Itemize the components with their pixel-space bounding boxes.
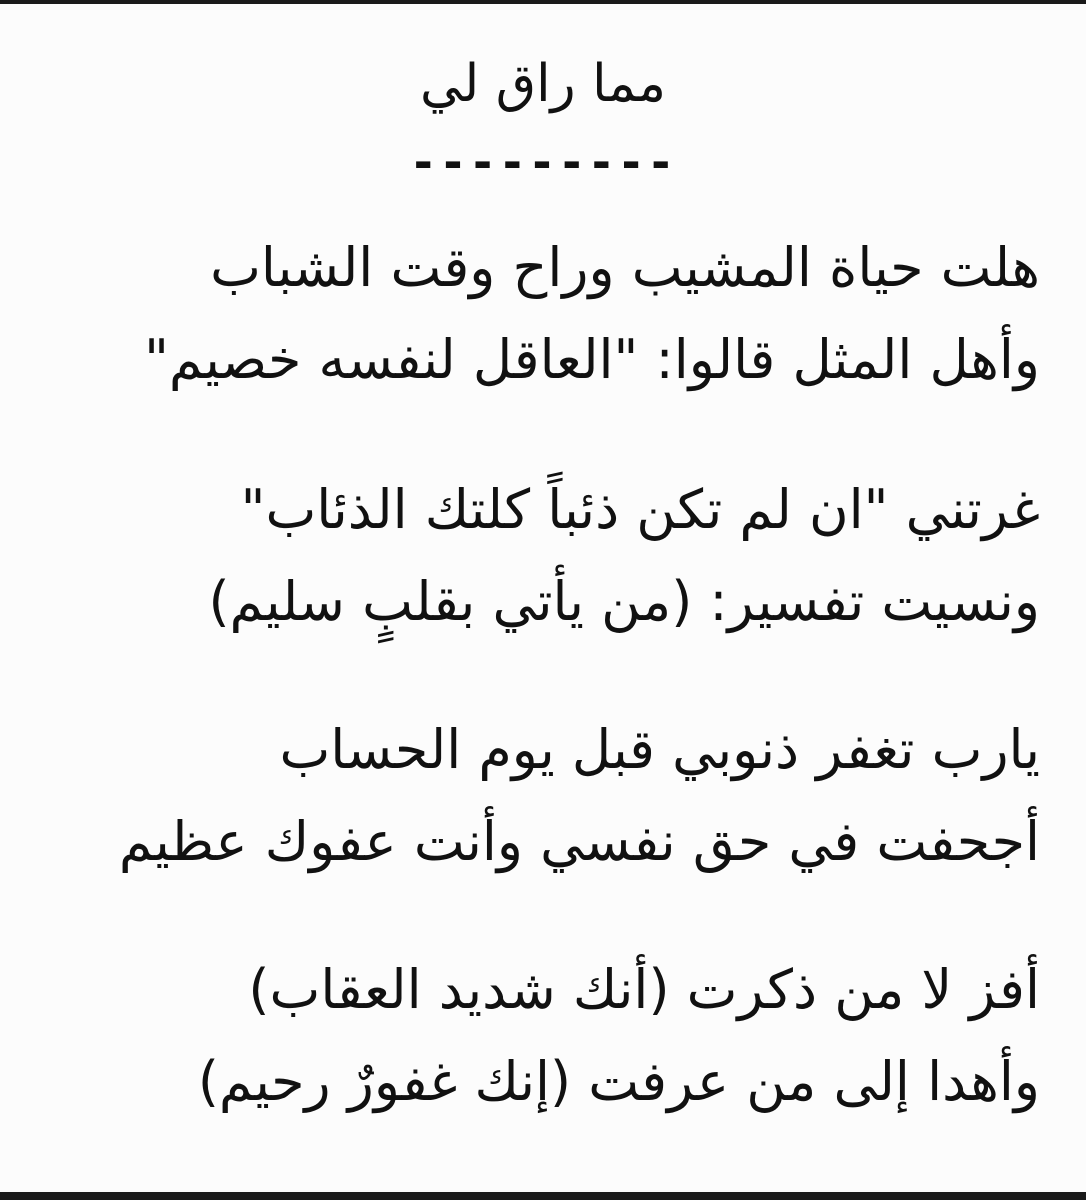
verse-line: وأهل المثل قالوا: "العاقل لنفسه خصيم" <box>144 328 1040 391</box>
stanza-1 <box>40 222 1040 406</box>
stanza-3 <box>40 704 1040 888</box>
verse-line: غرتني "ان لم تكن ذئباً كلتك الذئاب" <box>240 478 1040 541</box>
verse-line: يارب تغفر ذنوبي قبل يوم الحساب <box>279 718 1040 781</box>
page-title: مما راق لي <box>420 54 666 114</box>
verse-line: هلت حياة المشيب وراح وقت الشباب <box>210 236 1040 299</box>
verse-line: أجحفت في حق نفسي وأنت عفوك عظيم <box>118 810 1040 873</box>
verse-line: ونسيت تفسير: (من يأتي بقلبٍ سليم) <box>208 570 1040 633</box>
verse-line: وأهدا إلى من عرفت (إنك غفورٌ رحيم) <box>197 1050 1040 1113</box>
stanza-4 <box>40 944 1040 1128</box>
stanza-2 <box>40 464 1040 648</box>
title-separator: --------- <box>409 135 677 189</box>
verse-line: أفز لا من ذكرت (أنك شديد العقاب) <box>248 958 1040 1021</box>
document-page <box>0 4 1086 1192</box>
